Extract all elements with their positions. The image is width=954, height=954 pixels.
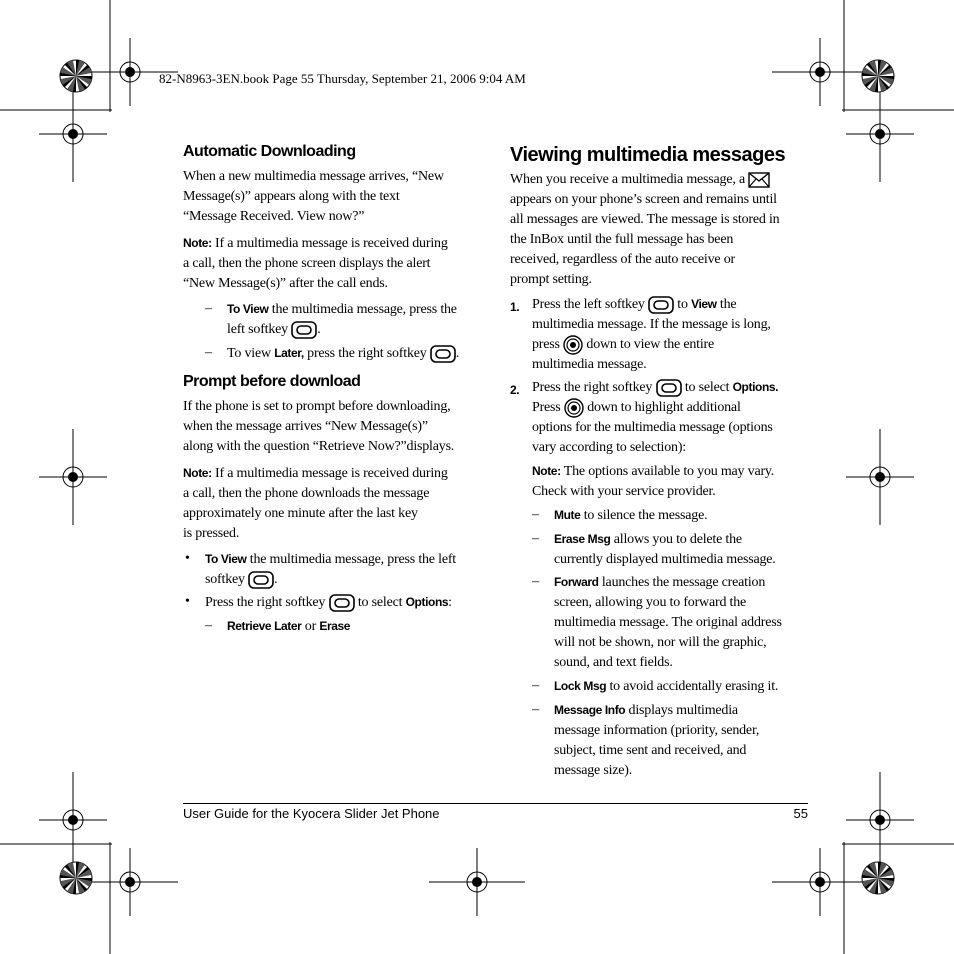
text: the multimedia message, press the left [249, 552, 456, 567]
text: launches the message creation [601, 575, 766, 590]
text-line: a call, then the phone downloads the message [183, 486, 430, 501]
text-line: When you receive a multimedia message, a [510, 172, 745, 187]
text-line: appears on your phone’s screen and remains until [510, 192, 777, 207]
text-line: is pressed. [183, 526, 240, 541]
right-softkey-icon [430, 345, 456, 363]
dash-marker: – [532, 507, 539, 522]
text: down to view the entire [586, 337, 714, 353]
note-options-vary [532, 461, 812, 502]
note-label: Note: [183, 466, 212, 480]
text-line: “Message Received. View now?” [183, 209, 365, 224]
dash-item-to-view: To View the multimedia message, press the left softkey . [227, 302, 457, 337]
bullet-marker: • [185, 594, 190, 609]
text-line: multimedia message. The original address [554, 615, 782, 630]
key-term: Forward [554, 575, 599, 589]
text-line: will not be shown, nor will the graphic, [554, 635, 767, 650]
key-term: To View [205, 552, 247, 566]
key-term: Lock Msg [554, 679, 607, 693]
key-term: View [691, 297, 717, 311]
text-line: multimedia message. [532, 357, 647, 373]
text-line: When a new multimedia message arrives, “New [183, 169, 444, 184]
bullet-item-options [205, 592, 495, 613]
text: softkey [205, 572, 245, 587]
text-line: Message(s)” appears along with the text [183, 189, 400, 204]
note-label: Note: [532, 464, 561, 478]
text: or [304, 619, 317, 634]
page-title: Viewing multimedia messages [510, 144, 786, 166]
text: down to highlight additional [587, 400, 741, 416]
bullet-marker: • [185, 551, 190, 566]
text-line: If a multimedia message is received during [214, 236, 448, 251]
bullet-item-to-view: To View the multimedia message, press the left softkey . [205, 552, 456, 587]
left-softkey-icon [291, 321, 317, 339]
dash-marker: – [532, 678, 539, 693]
left-softkey-icon [648, 296, 674, 314]
envelope-icon [748, 172, 770, 188]
text: displays multimedia [628, 703, 738, 718]
step-number: 1. [510, 300, 520, 314]
text: to silence the message. [583, 508, 708, 523]
text: press [532, 337, 560, 353]
navigation-key-icon [564, 398, 584, 418]
text-line: Check with your service provider. [532, 484, 716, 499]
prompt-paragraph [183, 397, 493, 457]
text-line: multimedia message. If the message is long, [532, 317, 771, 332]
text: Press the right softkey [205, 595, 326, 610]
text-line: along with the question “Retrieve Now?”displays. [183, 439, 455, 454]
key-term: Retrieve Later [227, 619, 302, 633]
dash-marker: – [532, 531, 539, 546]
right-softkey-icon [329, 594, 355, 612]
text-line: message size). [554, 763, 633, 778]
text-line: message information (priority, sender, [554, 723, 760, 738]
text-line: all messages are viewed. The message is stored in [510, 212, 780, 227]
text-line: If the phone is set to prompt before downloading, [183, 399, 451, 414]
text: to select [684, 380, 730, 395]
option-erase-msg [554, 529, 814, 570]
key-term: Mute [554, 508, 581, 522]
text-line: a call, then the phone screen displays the alert [183, 256, 431, 271]
text: Press [532, 400, 561, 416]
text-line: screen, allowing you to forward the [554, 595, 747, 610]
footer-title: User Guide for the Kyocera Slider Jet Phone [183, 806, 440, 821]
text-line: sound, and text fields. [554, 655, 673, 670]
dash-item-view-later: To view Later, press the right softkey . [227, 346, 460, 361]
text-line: If a multimedia message is received during [214, 466, 448, 481]
key-term: Options [405, 595, 449, 609]
text-line: prompt setting. [510, 272, 592, 287]
text: the [719, 297, 737, 312]
text-line: “New Message(s)” after the call ends. [183, 276, 388, 291]
text: To view [227, 346, 271, 361]
text-line: subject, time sent and received, and [554, 743, 747, 758]
navigation-key-icon [563, 335, 583, 355]
page-number: 55 [793, 806, 808, 821]
viewing-intro-paragraph [510, 170, 810, 290]
note-call-alert [183, 233, 483, 294]
text: The options available to you may vary. [563, 464, 775, 479]
text: to avoid accidentally erasing it. [609, 679, 779, 694]
dash-marker: – [205, 301, 212, 316]
key-term: Options. [732, 380, 779, 394]
footer-rule [183, 803, 808, 804]
text: to [677, 297, 688, 312]
text: to select [357, 595, 403, 610]
dash-marker: – [205, 345, 212, 360]
key-term: Erase [319, 619, 351, 633]
key-term: Later, [274, 346, 304, 360]
text-line: currently displayed multimedia message. [554, 552, 776, 567]
text-line: options for the multimedia message (options [532, 420, 773, 436]
key-term: To View [227, 302, 269, 316]
dash-marker: – [532, 574, 539, 589]
right-softkey-icon [656, 379, 682, 397]
note-label: Note: [183, 236, 212, 250]
dash-marker: – [532, 702, 539, 717]
option-mute [554, 505, 814, 526]
automatic-downloading-paragraph [183, 167, 483, 227]
text: Press the left softkey [532, 297, 645, 312]
book-header-slug: 82-N8963-3EN.book Page 55 Thursday, September 21, 2006 9:04 AM [159, 71, 526, 86]
text: press the right softkey [307, 346, 427, 361]
text-line: when the message arrives “New Message(s)” [183, 419, 428, 434]
section-heading-automatic-downloading: Automatic Downloading [183, 143, 356, 160]
text-line: received, regardless of the auto receive or [510, 252, 735, 267]
step-2-options [532, 377, 817, 458]
left-softkey-icon [248, 571, 274, 589]
dash-item-retrieve-or-erase [227, 616, 350, 637]
text: the multimedia message, press the [271, 302, 457, 317]
option-message-info [554, 700, 814, 781]
text-line: approximately one minute after the last key [183, 506, 418, 521]
key-term: Message Info [554, 703, 626, 717]
note-download-after-call [183, 463, 483, 544]
text: left softkey [227, 322, 288, 337]
step-number: 2. [510, 383, 520, 397]
dash-marker: – [205, 618, 212, 633]
step-1-view-message [532, 294, 812, 375]
option-lock-msg [554, 676, 814, 697]
section-heading-prompt-before-download: Prompt before download [183, 373, 361, 390]
text: Press the right softkey [532, 380, 653, 395]
option-forward [554, 572, 814, 673]
text-line: vary according to selection): [532, 440, 686, 456]
text-line: the InBox until the full message has been [510, 232, 734, 247]
punctuation: : [448, 595, 452, 610]
key-term: Erase Msg [554, 532, 611, 546]
text: allows you to delete the [613, 532, 742, 547]
